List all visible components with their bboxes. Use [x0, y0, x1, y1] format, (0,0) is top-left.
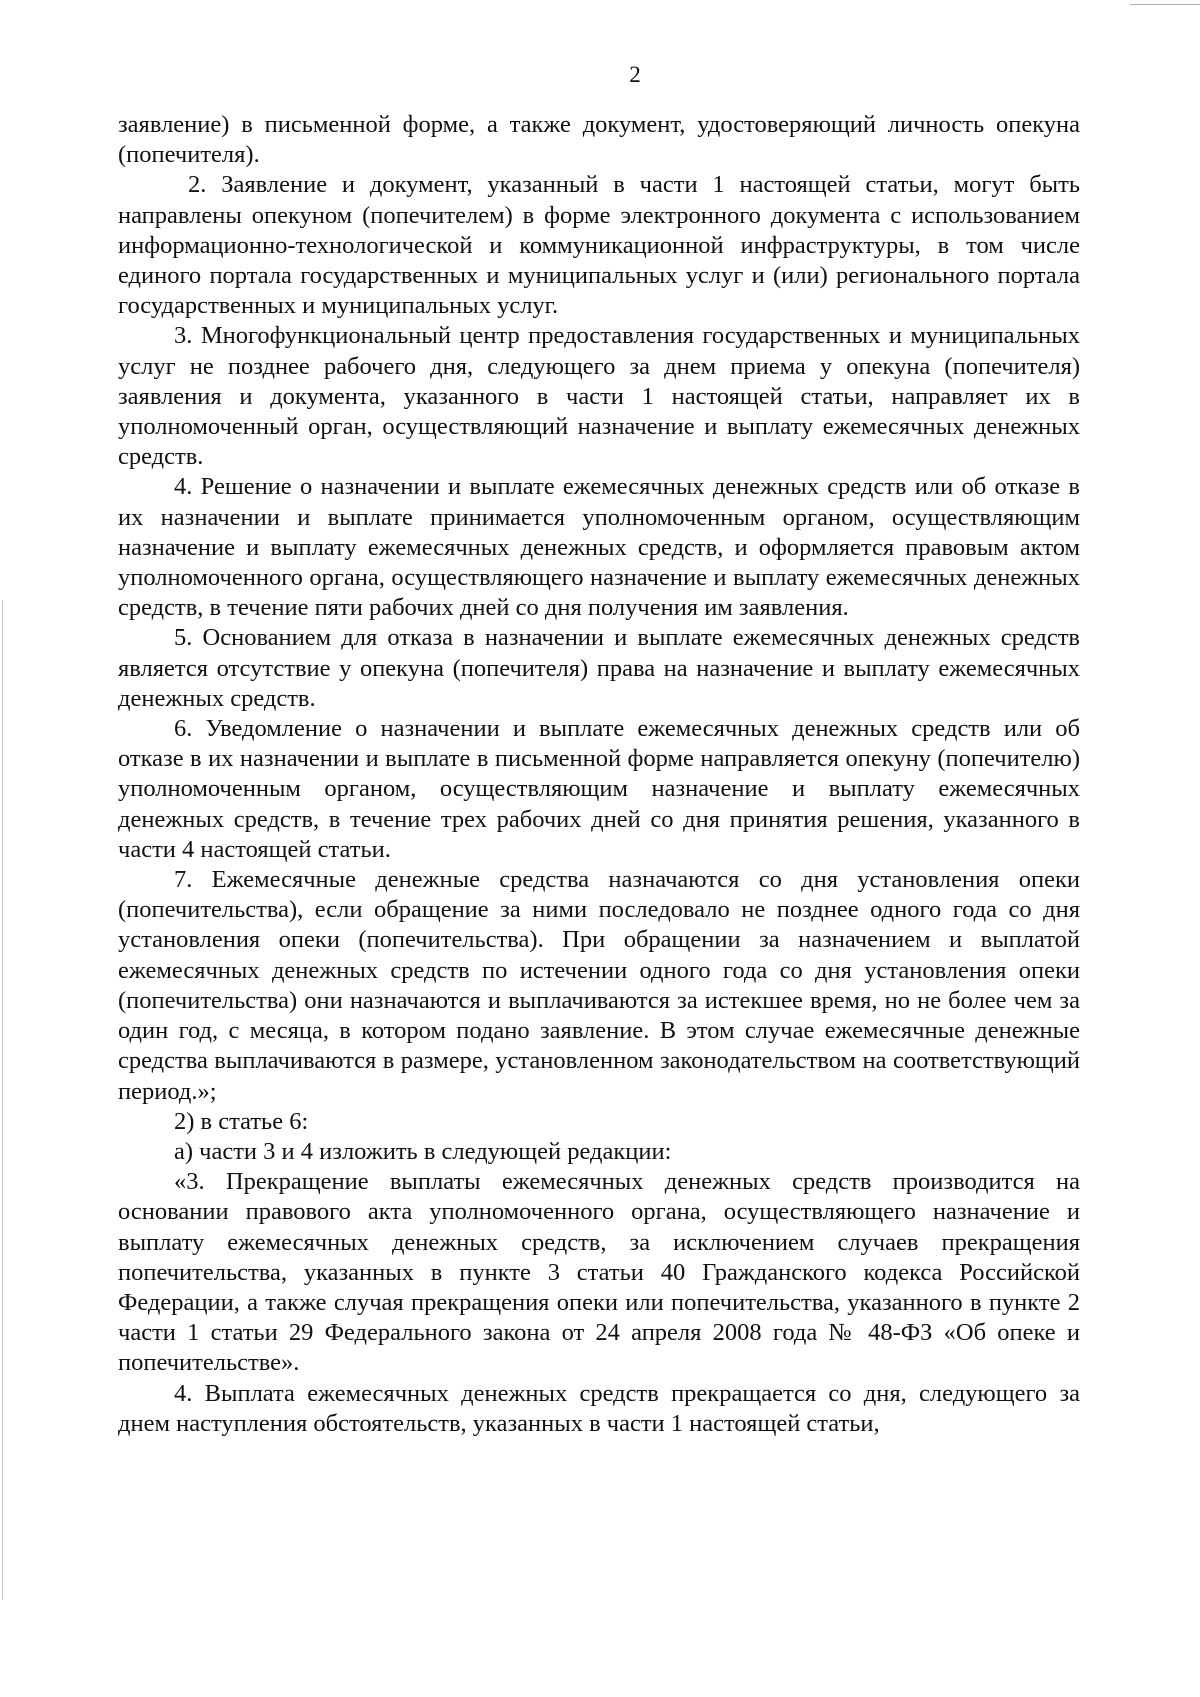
scan-edge-top [1130, 4, 1200, 5]
document-body [118, 110, 1080, 1439]
paragraph-continuation: заявление) в письменной форме, а также документ, удостоверяющий личность опекуна (попечителя). [118, 111, 1080, 169]
paragraph-item-7: 7. Ежемесячные денежные средства назначаются со дня установления опеки (попечительства), если обращение за ними последовало не позднее одного года со дня установления опеки (попечительства). При обращении за назначением и выплатой ежемесячных денежных средств по истечении одного года со дня установления опеки (попечительства) они назначаются и выплачиваются за истекшее время, но не более чем за один год, с месяца, в котором подано заявление. В этом случае ежемесячные денежные средства выплачиваются в размере, установленном законодательством на соответствующий период.»; [118, 866, 1080, 1105]
paragraph-subitem-a: а) части 3 и 4 изложить в следующей редакции: [174, 1137, 672, 1165]
page-number: 2 [629, 62, 641, 87]
paragraph-item-5: 5. Основанием для отказа в назначении и выплате ежемесячных денежных средств является отсутствие у опекуна (попечителя) права на назначение и выплату ежемесячных денежных средств. [118, 624, 1080, 712]
paragraph-item-2: 2. Заявление и документ, указанный в части 1 настоящей статьи, могут быть направлены опекуном (попечителем) в форме электронного документа с использованием информационно-технологической и коммуникационной инфраструктуры, в том числе единого портала государственных и муниципальных услуг и (или) регионального портала государственных и муниципальных услуг. [118, 171, 1080, 320]
paragraph-item-6: 6. Уведомление о назначении и выплате ежемесячных денежных средств или об отказе в их назначении и выплате в письменной форме направляется опекуну (попечителю) уполномоченным органом, осуществляющим назначение и выплату ежемесячных денежных средств, в течение трех рабочих дней со дня принятия решения, указанного в части 4 настоящей статьи. [118, 715, 1080, 863]
paragraph-new-part-3: «3. Прекращение выплаты ежемесячных денежных средств производится на основании правового акта уполномоченного органа, осуществляющего назначение и выплату ежемесячных денежных средств, за исключением случаев прекращения попечительства, указанных в пункте 3 статьи 40 Гражданского кодекса Российской Федерации, а также случая прекращения опеки или попечительства, указанного в пункте 2 части 1 статьи 29 Федерального закона от 24 апреля 2008 года № 48-ФЗ «Об опеке и попечительстве». [118, 1168, 1080, 1377]
paragraph-item-3: 3. Многофункциональный центр предоставления государственных и муниципальных услуг не позднее рабочего дня, следующего за днем приема у опекуна (попечителя) заявления и документа, указанного в части 1 настоящей статьи, направляет их в уполномоченный орган, осуществляющий назначение и выплату ежемесячных денежных средств. [118, 322, 1080, 471]
paragraph-new-part-4: 4. Выплата ежемесячных денежных средств прекращается со дня, следующего за днем наступления обстоятельств, указанных в части 1 настоящей статьи, [118, 1379, 1080, 1437]
paragraph-item-4: 4. Решение о назначении и выплате ежемесячных денежных средств или об отказе в их назначении и выплате принимается уполномоченным органом, осуществляющим назначение и выплату ежемесячных денежных средств, и оформляется правовым актом уполномоченного органа, осуществляющего назначение и выплату ежемесячных денежных средств, в течение пяти рабочих дней со дня получения им заявления. [118, 473, 1080, 622]
scan-edge-left [2, 600, 3, 1600]
paragraph-article-6-heading: 2) в статье 6: [174, 1107, 309, 1135]
